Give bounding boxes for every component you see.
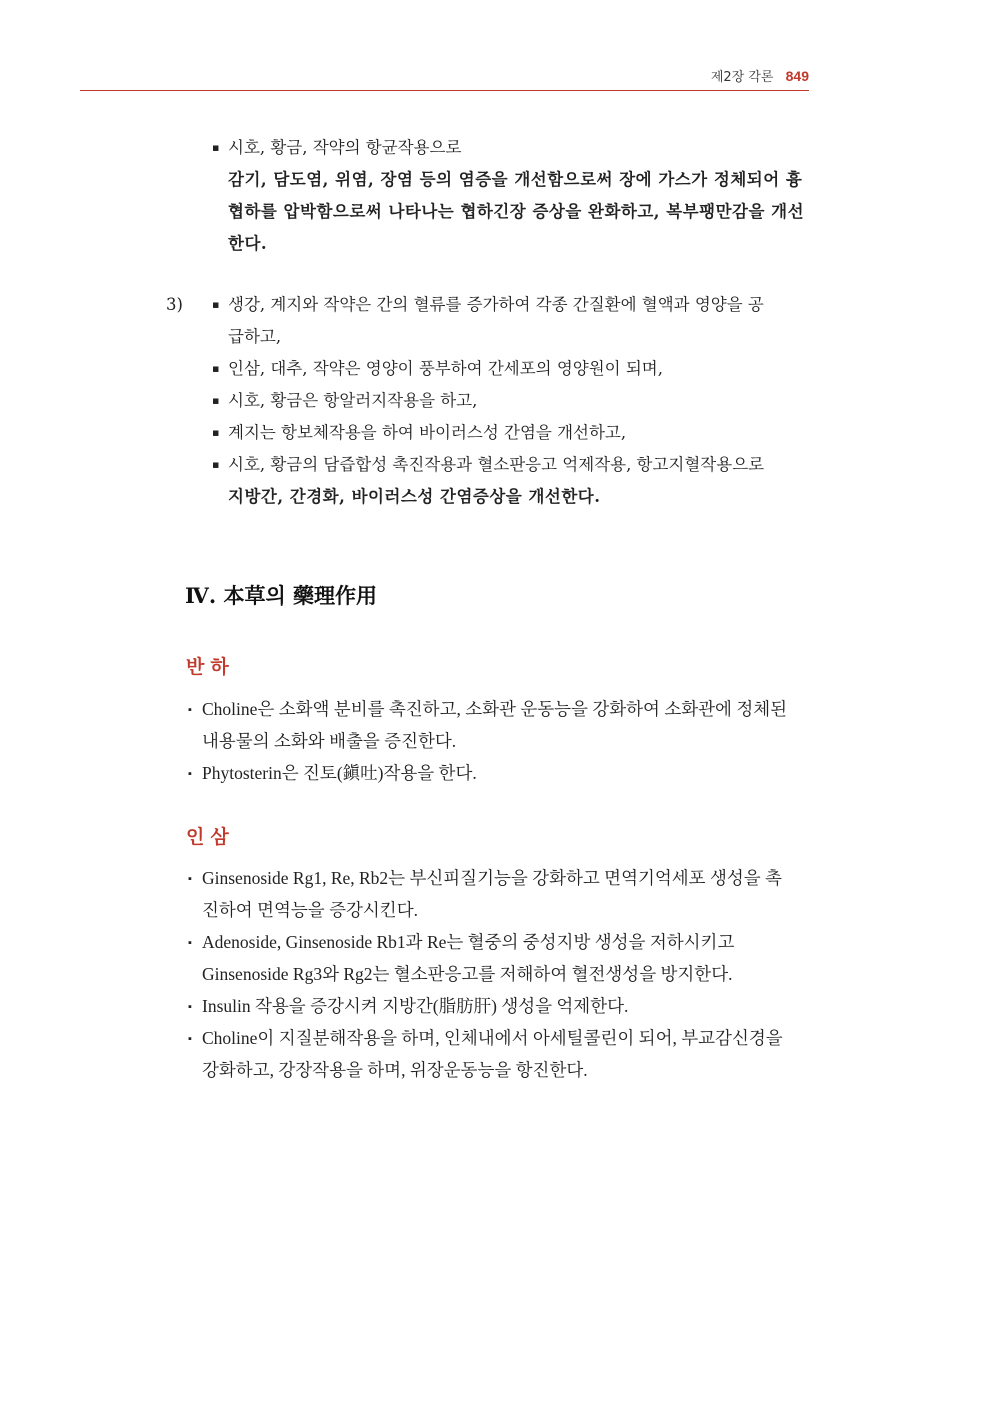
bullet-icon — [188, 693, 202, 728]
insam-block — [188, 862, 783, 1086]
bullet-line — [188, 693, 787, 725]
bullet-text: Choline은 소화액 분비를 촉진하고, 소화관 운동능을 강화하여 소화관에 정체된 — [202, 699, 788, 719]
bullet-text: 시호, 황금, 작약의 항균작용으로 — [228, 138, 462, 157]
bullet-continuation: 내용물의 소화와 배출을 증진한다. — [202, 731, 457, 751]
bullet-text: 인삼, 대추, 작약은 영양이 풍부하여 간세포의 영양원이 되며, — [228, 359, 663, 378]
bullet-text: 시호, 황금은 항알러지작용을 하고, — [228, 391, 478, 410]
bold-line: 감기, 담도염, 위염, 장염 등의 염증을 개선함으로써 장에 가스가 정체되어 흉 — [228, 170, 803, 189]
herb-title-insam: 인삼 — [186, 826, 235, 848]
bold-line: 지방간, 간경화, 바이러스성 간염증상을 개선한다. — [228, 487, 601, 506]
antibacterial-block — [212, 132, 804, 260]
bullet-line — [188, 757, 787, 789]
bullet-text: 시호, 황금의 담즙합성 촉진작용과 혈소판응고 억제작용, 항고지혈작용으로 — [228, 455, 765, 474]
bullet-line — [188, 926, 783, 958]
bullet-icon — [212, 417, 228, 451]
bullet-icon — [188, 926, 202, 961]
bullet-icon — [188, 990, 202, 1025]
herb-title-banha: 반하 — [186, 656, 235, 678]
bold-line: 한다. — [228, 234, 268, 253]
banha-block — [188, 693, 787, 789]
page-number: 849 — [785, 68, 809, 84]
bullet-text: Ginsenoside Rg1, Re, Rb2는 부신피질기능을 강화하고 면역기억세포 생성을 촉 — [202, 868, 782, 888]
page-header — [80, 62, 809, 91]
bullet-icon — [188, 1022, 202, 1057]
bullet-text: Choline이 지질분해작용을 하며, 인체내에서 아세틸콜린이 되어, 부교감신경을 — [202, 1028, 783, 1048]
bullet-line — [212, 289, 764, 321]
bullet-line — [212, 417, 764, 449]
bullet-line — [212, 132, 804, 164]
item-3-block — [166, 289, 765, 513]
bullet-continuation: 진하여 면역능을 증강시킨다. — [202, 900, 418, 920]
item-number: 3) — [166, 295, 183, 314]
bullet-continuation: 강화하고, 강장작용을 하며, 위장운동능을 항진한다. — [202, 1060, 588, 1080]
bullet-icon — [188, 757, 202, 792]
bullet-icon — [212, 385, 228, 419]
bullet-icon — [212, 449, 228, 483]
section-title: Ⅳ. 本草의 藥理作用 — [185, 583, 378, 608]
bullet-icon — [188, 862, 202, 897]
bullet-line — [212, 385, 764, 417]
bullet-text: Adenoside, Ginsenoside Rb1과 Re는 혈중의 중성지방 생성을 저하시키고 — [202, 932, 735, 952]
bullet-text: 생강, 계지와 작약은 간의 혈류를 증가하여 각종 간질환에 혈액과 영양을 공 — [228, 295, 764, 314]
header-text — [711, 66, 809, 85]
bullet-line — [188, 862, 783, 894]
bullet-line — [212, 353, 764, 385]
bullet-icon — [212, 353, 228, 387]
bullet-continuation: 급하고, — [228, 327, 282, 346]
bullet-line — [188, 1022, 783, 1054]
bullet-line — [188, 990, 783, 1022]
bullet-text: 계지는 항보체작용을 하여 바이러스성 간염을 개선하고, — [228, 423, 627, 442]
bullet-continuation: Ginsenoside Rg3와 Rg2는 혈소판응고를 저해하여 혈전생성을 방지한다. — [202, 964, 733, 984]
bullet-icon — [212, 289, 228, 323]
bullet-line — [212, 449, 764, 481]
bullet-text: Insulin 작용을 증강시켜 지방간(脂肪肝) 생성을 억제한다. — [202, 996, 629, 1016]
chapter-label: 제2장 각론 — [710, 70, 774, 85]
bullet-icon — [212, 132, 228, 166]
bold-line: 협하를 압박함으로써 나타나는 협하긴장 증상을 완화하고, 복부팽만감을 개선 — [228, 202, 805, 221]
bullet-text: Phytosterin은 진토(鎭吐)작용을 한다. — [202, 763, 477, 783]
